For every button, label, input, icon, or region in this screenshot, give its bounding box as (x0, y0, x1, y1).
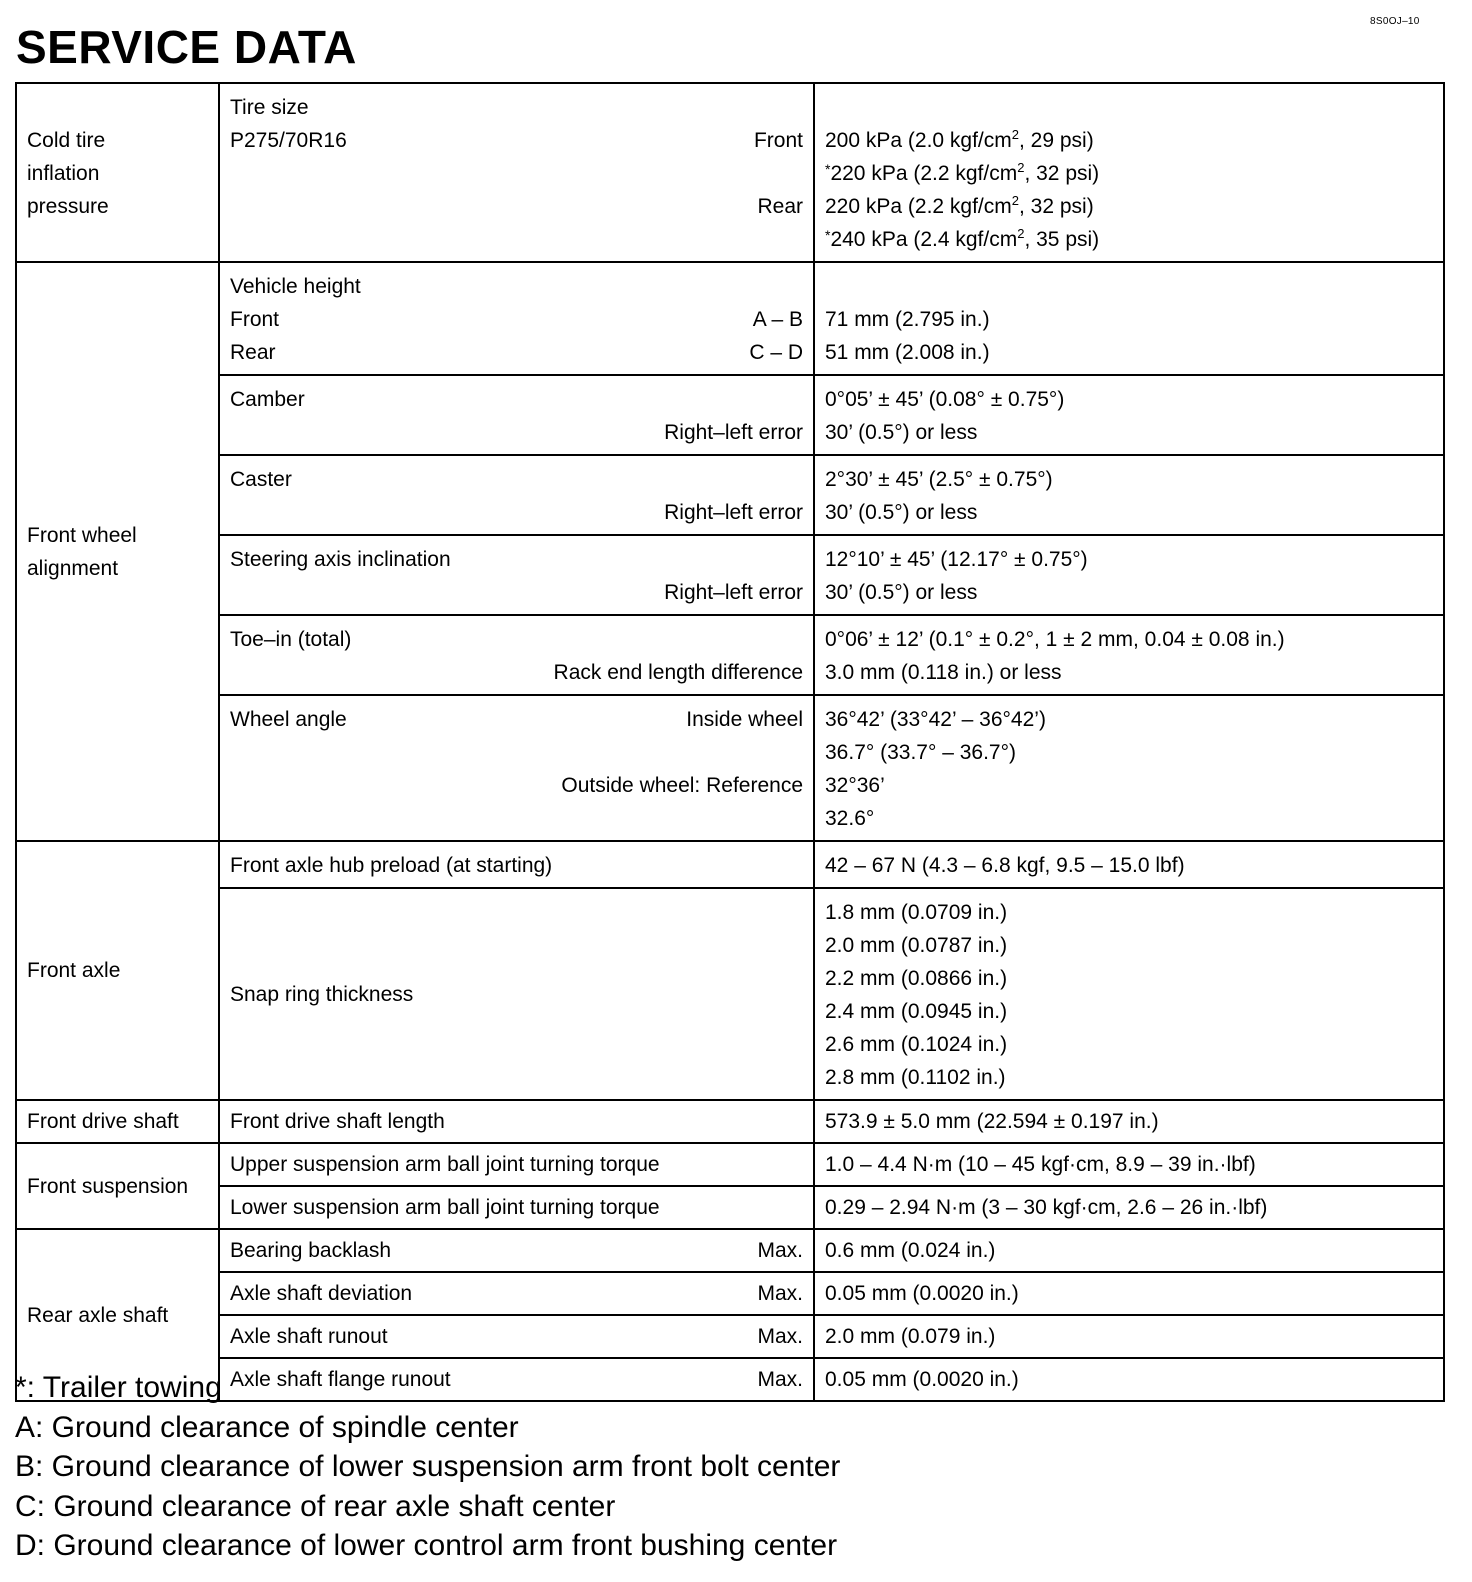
category-cell: Front suspension (16, 1143, 219, 1229)
table-row (16, 1272, 1444, 1315)
value-cell: 71 mm (2.795 in.) 51 mm (2.008 in.) (814, 262, 1444, 375)
item-cell: Front axle hub preload (at starting) (219, 841, 814, 888)
item-cell: Steering axis inclination Right–left error (219, 535, 814, 615)
item-cell: Tire size P275/70R16 Front Rear (219, 83, 814, 262)
table-row (16, 1143, 1444, 1186)
tire-size: P275/70R16 (230, 129, 347, 152)
value-cell: 0.6 mm (0.024 in.) (814, 1229, 1444, 1272)
table-row (16, 455, 1444, 535)
table-row (16, 888, 1444, 1100)
footnote: D: Ground clearance of lower control arm front bushing center (15, 1529, 838, 1562)
footnote: B: Ground clearance of lower suspension arm front bolt center (15, 1450, 841, 1483)
item-label: Tire size (230, 96, 309, 119)
value-cell: 2°30’ ± 45’ (2.5° ± 0.75°) 30’ (0.5°) or less (814, 455, 1444, 535)
table-row (16, 1100, 1444, 1143)
table-row (16, 695, 1444, 841)
footnotes (15, 1368, 840, 1566)
category-cell: Rear axle shaft (16, 1229, 219, 1401)
value-cell: 42 – 67 N (4.3 – 6.8 kgf, 9.5 – 15.0 lbf) (814, 841, 1444, 888)
value-cell: 36°42’ (33°42’ – 36°42’) 36.7° (33.7° – 36.7°) 32°36’ 32.6° (814, 695, 1444, 841)
item-cell: Snap ring thickness (219, 888, 814, 1100)
item-cell: Bearing backlash Max. (219, 1229, 814, 1272)
table-row (16, 615, 1444, 695)
table-row (16, 1315, 1444, 1358)
item-cell: Upper suspension arm ball joint turning torque (219, 1143, 814, 1186)
item-cell: Front drive shaft length (219, 1100, 814, 1143)
item-cell: Axle shaft deviation Max. (219, 1272, 814, 1315)
item-cell: Axle shaft flange runout Max. (219, 1358, 814, 1401)
item-cell: Wheel angle Inside wheel Outside wheel: Reference (219, 695, 814, 841)
footnote: C: Ground clearance of rear axle shaft center (15, 1489, 616, 1523)
value-cell: 0.05 mm (0.0020 in.) (814, 1272, 1444, 1315)
table-row (16, 841, 1444, 888)
item-cell: Camber Right–left error (219, 375, 814, 455)
value-cell: 0°05’ ± 45’ (0.08° ± 0.75°) 30’ (0.5°) or less (814, 375, 1444, 455)
footnote: A: Ground clearance of spindle center (15, 1410, 519, 1444)
item-cell: Axle shaft runout Max. (219, 1315, 814, 1358)
service-data-table (15, 82, 1445, 1402)
item-cell: Toe–in (total) Rack end length difference (219, 615, 814, 695)
value-cell: 12°10’ ± 45’ (12.17° ± 0.75°) 30’ (0.5°) or less (814, 535, 1444, 615)
table-row (16, 1186, 1444, 1229)
table-row (16, 375, 1444, 455)
table-row (16, 535, 1444, 615)
table-row (16, 83, 1444, 262)
footnote: *: Trailer towing (15, 1371, 222, 1404)
item-cell: Caster Right–left error (219, 455, 814, 535)
item-cell: Vehicle height Front A – B Rear C – D (219, 262, 814, 375)
category-cell: Front wheel alignment (16, 262, 219, 841)
value-cell: 0°06’ ± 12’ (0.1° ± 0.2°, 1 ± 2 mm, 0.04 ± 0.08 in.) 3.0 mm (0.118 in.) or less (814, 615, 1444, 695)
category-cell: Front drive shaft (16, 1100, 219, 1143)
table-row (16, 1229, 1444, 1272)
value-cell: 1.8 mm (0.0709 in.) 2.0 mm (0.0787 in.) 2.2 mm (0.0866 in.) 2.4 mm (0.0945 in.) 2.6 mm (0.1024 in.) 2.8 mm (0.1102 in.) (814, 888, 1444, 1100)
category-cell: Cold tire inflation pressure (16, 83, 219, 262)
value-cell: 1.0 – 4.4 N·m (10 – 45 kgf·cm, 8.9 – 39 in.·lbf) (814, 1143, 1444, 1186)
category-cell: Front axle (16, 841, 219, 1100)
document-code: 8S0OJ–10 (1370, 16, 1420, 27)
value-cell: 573.9 ± 5.0 mm (22.594 ± 0.197 in.) (814, 1100, 1444, 1143)
page-title: SERVICE DATA (16, 21, 357, 73)
table-row (16, 262, 1444, 375)
value-cell: 2.0 mm (0.079 in.) (814, 1315, 1444, 1358)
item-cell: Lower suspension arm ball joint turning torque (219, 1186, 814, 1229)
value-cell: 0.05 mm (0.0020 in.) (814, 1358, 1444, 1401)
value-cell: 0.29 – 2.94 N·m (3 – 30 kgf·cm, 2.6 – 26 in.·lbf) (814, 1186, 1444, 1229)
value-cell: 200 kPa (2.0 kgf/$cm^2$, 29 psi) *220 kPa (2.2 kgf/$cm^2$, 32 psi) 220 kPa (2.2 kgf/$cm^2$, 32 psi) *240 kPa (2.4 kgf/$cm^2$, 35 psi) (814, 83, 1444, 262)
